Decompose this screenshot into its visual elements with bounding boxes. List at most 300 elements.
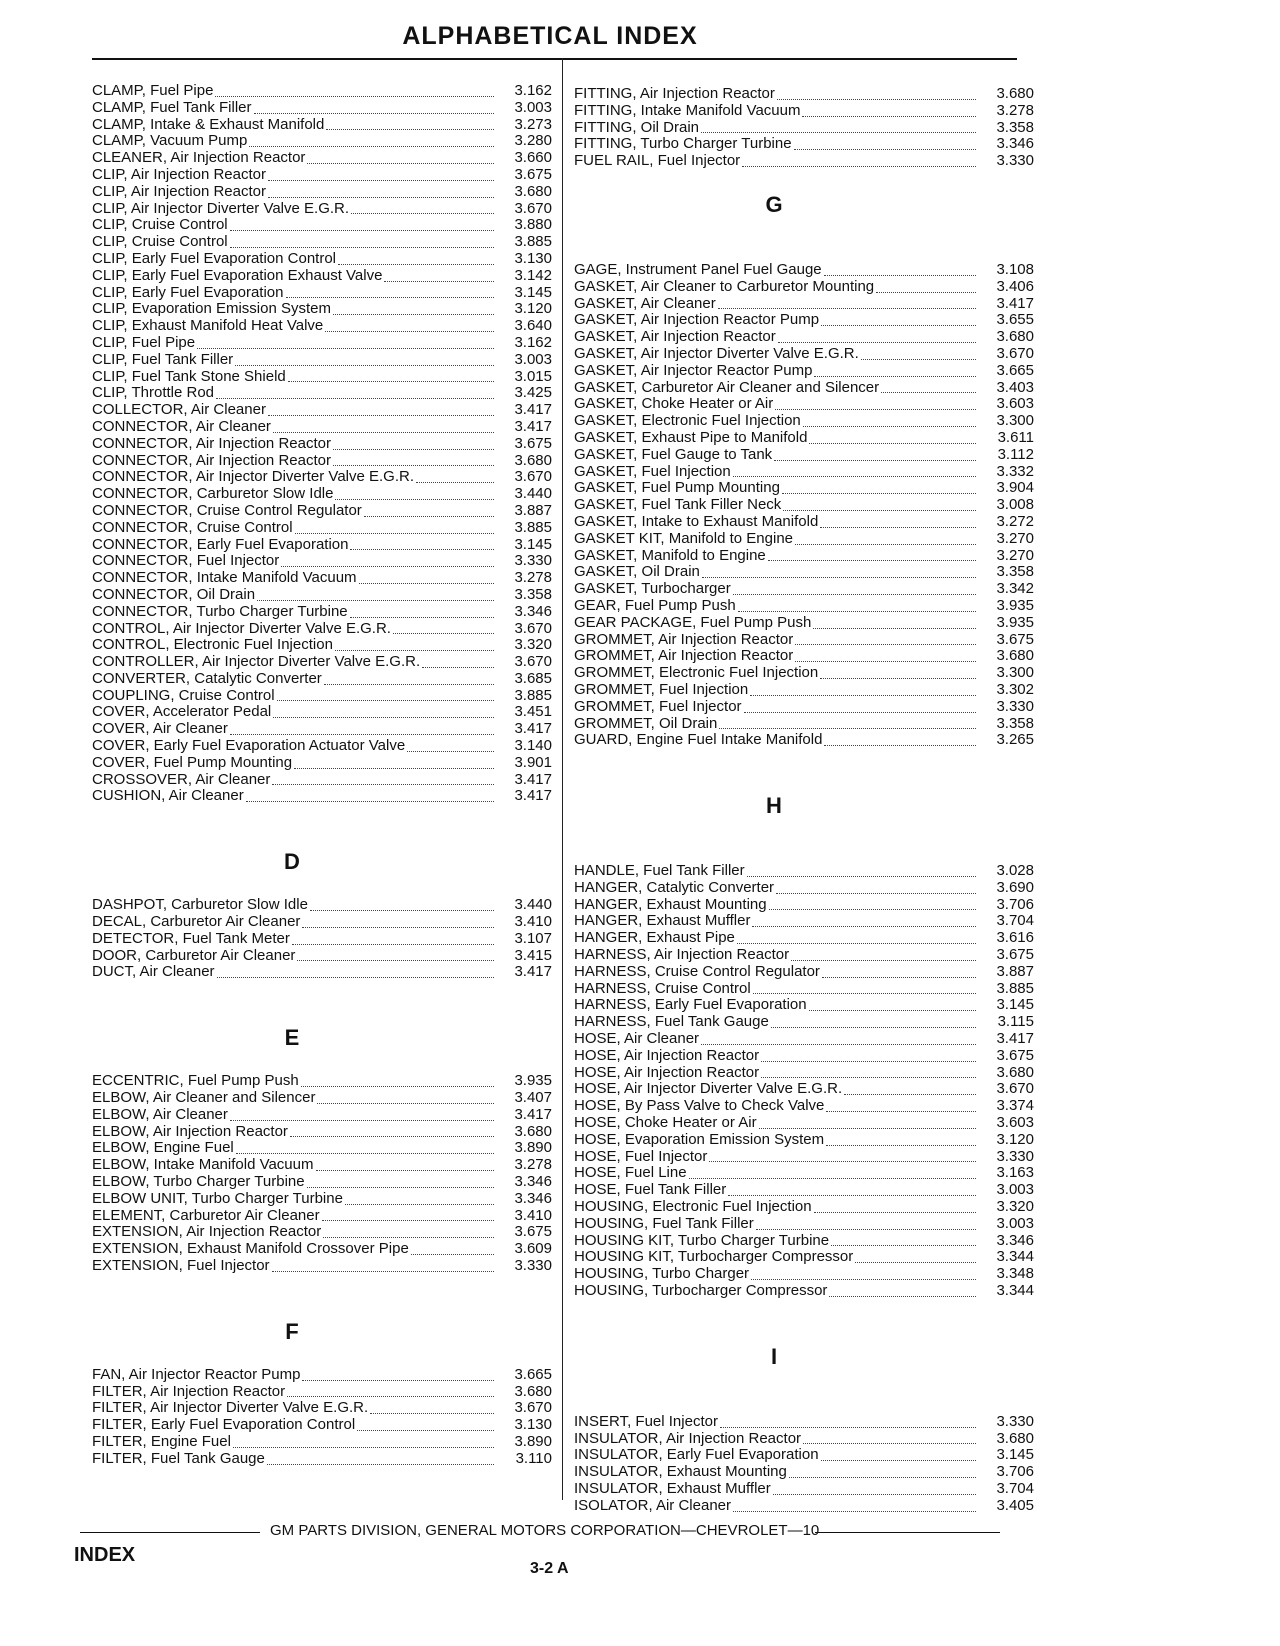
entry-label: CLIP, Throttle Rod [92,384,215,402]
index-entry [574,1098,1034,1115]
entry-label: GASKET, Air Injection Reactor [574,328,776,346]
index-entry [92,150,552,167]
entry-page: 3.115 [997,1013,1034,1031]
dot-leader [257,600,494,601]
dot-leader [822,977,976,978]
dot-leader [310,910,494,911]
entry-label: CONNECTOR, Cruise Control Regulator [92,501,362,519]
index-entry [92,503,552,520]
entry-page: 3.300 [996,412,1034,430]
dot-leader [720,1427,976,1428]
index-entry [92,537,552,554]
entry-page: 3.410 [514,913,552,931]
index-entry [92,1208,552,1225]
entry-label: CLIP, Early Fuel Evaporation Exhaust Valve [92,266,383,284]
entry-label: CLIP, Exhaust Manifold Heat Valve [92,317,324,335]
dot-leader [217,977,494,978]
entry-page: 3.680 [514,451,552,469]
entry-page: 3.330 [996,1147,1034,1165]
dot-leader [286,297,495,298]
index-entry [574,1283,1034,1300]
dot-leader [742,166,976,167]
entry-label: COLLECTOR, Air Cleaner [92,401,266,419]
section-letter: F [285,1318,299,1344]
dot-leader [350,617,494,618]
index-entry [574,480,1034,497]
index-entry [92,1241,552,1258]
entry-label: GASKET, Carburetor Air Cleaner and Silencer [574,378,880,396]
index-entry [92,755,552,772]
entry-page: 3.346 [514,1173,552,1191]
index-entry [574,880,1034,897]
index-entry [92,1224,552,1241]
dot-leader [701,132,976,133]
section-gap [574,1300,1034,1322]
entry-page: 3.680 [996,85,1034,102]
entry-page: 3.440 [514,896,552,914]
dot-leader [307,1187,494,1188]
entry-page: 3.332 [996,462,1034,480]
index-entry [92,1434,552,1451]
footer-section: INDEX [74,1544,136,1566]
entry-label: CLAMP, Vacuum Pump [92,132,248,150]
top-rule [92,58,1017,60]
entry-label: HOUSING KIT, Turbo Charger Turbine [574,1231,830,1249]
entry-page: 3.358 [996,714,1034,732]
index-entry [92,1174,552,1191]
index-entry [92,520,552,537]
index-entry [92,352,552,369]
entry-label: GASKET, Air Cleaner [574,294,716,312]
dot-leader [826,1111,976,1112]
dot-leader [791,960,976,961]
dot-leader [273,717,494,718]
index-entry [92,1384,552,1401]
index-entry [92,688,552,705]
dot-leader [364,516,494,517]
dot-leader [393,633,494,634]
index-entry [92,1417,552,1434]
entry-label: HOSE, Evaporation Emission System [574,1130,825,1148]
entry-page: 3.320 [996,1198,1034,1216]
entry-page: 3.670 [514,653,552,671]
entry-label: CLIP, Cruise Control [92,216,228,234]
entry-page: 3.887 [514,501,552,519]
index-entry [574,1031,1034,1048]
entry-page: 3.330 [514,552,552,570]
entry-page: 3.330 [996,697,1034,715]
dot-leader [323,1237,494,1238]
dot-leader [272,1271,494,1272]
entry-label: CLAMP, Fuel Tank Filler [92,98,252,116]
entry-label: FILTER, Air Injection Reactor [92,1382,286,1400]
index-entry [574,632,1034,649]
index-entry [92,251,552,268]
dot-leader [718,308,976,309]
entry-label: ELBOW, Intake Manifold Vacuum [92,1156,314,1174]
section-gap [92,805,552,827]
entry-page: 3.616 [996,929,1034,947]
index-entry [92,604,552,621]
entry-label: GASKET, Air Injection Reactor Pump [574,311,820,329]
dot-leader [794,149,976,150]
index-entry [574,120,1034,137]
entry-label: CLIP, Early Fuel Evaporation Control [92,249,337,267]
dot-leader [795,544,976,545]
section-gap [92,981,552,1003]
dot-leader [821,1460,976,1461]
entry-label: CONNECTOR, Intake Manifold Vacuum [92,569,357,587]
index-entry [92,83,552,100]
index-entry [92,318,552,335]
index-entry [92,201,552,218]
entry-page: 3.603 [996,395,1034,413]
entry-page: 3.273 [514,115,552,133]
entry-label: GASKET, Turbocharger [574,580,731,598]
dot-leader [809,443,976,444]
entry-label: HOSE, Choke Heater or Air [574,1114,757,1132]
section-gap [574,749,1034,771]
entry-label: CLAMP, Fuel Pipe [92,82,214,99]
index-entry [574,447,1034,464]
dot-leader [333,314,494,315]
dot-leader [287,1396,494,1397]
entry-page: 3.670 [514,199,552,217]
section-gap [574,240,1034,262]
entry-label: GROMMET, Air Injection Reactor [574,647,794,665]
dot-leader [702,577,976,578]
entry-label: GASKET, Air Cleaner to Carburetor Mounting [574,277,875,295]
index-entry [92,335,552,352]
entry-page: 3.704 [996,912,1034,930]
entry-label: GASKET, Choke Heater or Air [574,395,774,413]
entry-page: 3.112 [997,445,1034,463]
index-entry [574,1266,1034,1283]
dot-leader [803,1443,976,1444]
entry-page: 3.417 [996,294,1034,312]
dot-leader [752,926,976,927]
entry-label: CONNECTOR, Air Injection Reactor [92,451,331,469]
dot-leader [776,893,976,894]
entry-page: 3.302 [996,680,1034,698]
entry-page: 3.680 [996,647,1034,665]
dot-leader [370,1413,494,1414]
entry-page: 3.374 [996,1097,1034,1115]
index-entry [574,682,1034,699]
index-entry [574,346,1034,363]
index-entry [92,1400,552,1417]
dot-leader [325,331,494,332]
entry-label: CONTROL, Air Injector Diverter Valve E.G.R. [92,619,391,637]
entry-page: 3.935 [996,596,1034,614]
index-entry [92,671,552,688]
entry-label: COVER, Accelerator Pedal [92,703,272,721]
index-entry [92,587,552,604]
dot-leader [230,230,494,231]
page-title: ALPHABETICAL INDEX [402,22,698,50]
entry-label: GASKET, Fuel Gauge to Tank [574,445,773,463]
entry-page: 3.145 [514,283,552,301]
dot-leader [771,1027,976,1028]
index-entry [574,863,1034,880]
entry-label: DOOR, Carburetor Air Cleaner [92,946,296,964]
dot-leader [197,348,494,349]
entry-label: CONNECTOR, Carburetor Slow Idle [92,485,334,503]
index-entry [574,1165,1034,1182]
footer-division: GM PARTS DIVISION, GENERAL MOTORS CORPORATION—CHEVROLET—10 [270,1522,820,1539]
footer-rule-right [815,1532,1000,1533]
entry-page: 3.451 [514,703,552,721]
index-entry [574,1182,1034,1199]
index-entry [574,1447,1034,1464]
entry-label: CONTROLLER, Air Injector Diverter Valve E.G.R. [92,653,421,671]
dot-leader [814,376,976,377]
dot-leader [844,1094,976,1095]
entry-label: HOSE, Fuel Tank Filler [574,1181,727,1199]
entry-page: 3.162 [514,82,552,99]
dot-leader [333,449,494,450]
index-entry [92,788,552,805]
dot-leader [737,943,976,944]
index-entry [574,732,1034,749]
index-entry [574,1216,1034,1233]
entry-page: 3.675 [996,630,1034,648]
index-entry [92,704,552,721]
entry-label: GASKET, Fuel Injection [574,462,731,480]
entry-page: 3.609 [514,1240,552,1258]
entry-label: INSERT, Fuel Injector [574,1412,718,1430]
section-gap [92,1275,552,1297]
index-entry [574,262,1034,279]
entry-label: FITTING, Intake Manifold Vacuum [574,101,801,119]
entry-page: 3.410 [514,1206,552,1224]
entry-label: HARNESS, Cruise Control Regulator [574,962,820,980]
dot-leader [273,432,494,433]
dot-leader [803,426,976,427]
dot-leader [345,1204,494,1205]
footer-page-number: 3-2 A [530,1560,569,1577]
entry-label: FILTER, Early Fuel Evaporation Control [92,1416,356,1434]
entry-page: 3.417 [514,963,552,981]
dot-leader [316,1170,495,1171]
entry-page: 3.330 [996,152,1034,170]
dot-leader [774,460,976,461]
index-entry [92,1073,552,1090]
entry-page: 3.887 [996,962,1034,980]
index-entry [574,716,1034,733]
dot-leader [719,728,976,729]
entry-page: 3.120 [996,1130,1034,1148]
dot-leader [829,1296,976,1297]
entry-label: ELBOW, Engine Fuel [92,1139,234,1157]
dot-leader [294,768,494,769]
entry-page: 3.685 [514,669,552,687]
column-divider [562,58,563,1500]
entry-label: CONNECTOR, Oil Drain [92,585,256,603]
entry-label: HOUSING KIT, Turbocharger Compressor [574,1248,854,1266]
entry-page: 3.880 [514,216,552,234]
dot-leader [820,527,976,528]
dot-leader [301,1086,494,1087]
entry-label: INSULATOR, Early Fuel Evaporation [574,1446,819,1464]
index-entry [574,1233,1034,1250]
entry-page: 3.270 [996,546,1034,564]
dot-leader [761,1061,976,1062]
index-entry [574,930,1034,947]
index-entry [92,453,552,470]
entry-label: GASKET, Intake to Exhaust Manifold [574,512,819,530]
dot-leader [782,493,976,494]
entry-label: CUSHION, Air Cleaner [92,787,244,805]
entry-page: 3.675 [514,434,552,452]
entry-page: 3.405 [996,1496,1034,1514]
dot-leader [861,359,976,360]
entry-label: HOSE, By Pass Valve to Check Valve [574,1097,825,1115]
dot-leader [335,499,494,500]
entry-label: CLIP, Air Injection Reactor [92,165,266,183]
entry-label: CROSSOVER, Air Cleaner [92,770,271,788]
entry-page: 3.265 [996,731,1034,749]
entry-page: 3.417 [514,401,552,419]
entry-label: COVER, Fuel Pump Mounting [92,753,293,771]
entry-label: GASKET, Air Injector Diverter Valve E.G.R. [574,344,859,362]
entry-label: HANGER, Exhaust Muffler [574,912,751,930]
index-entry [574,1199,1034,1216]
index-entry [574,279,1034,296]
entry-page: 3.417 [514,720,552,738]
index-entry [574,296,1034,313]
index-entry [574,648,1034,665]
entry-page: 3.130 [514,249,552,267]
dot-leader [338,264,494,265]
entry-page: 3.935 [996,613,1034,631]
entry-label: DUCT, Air Cleaner [92,963,215,981]
dot-leader [236,1153,494,1154]
index-entry [574,136,1034,153]
dot-leader [254,113,494,114]
dot-leader [769,909,976,910]
entry-label: FILTER, Fuel Tank Gauge [92,1449,265,1467]
index-entry [574,913,1034,930]
entry-page: 3.890 [514,1139,552,1157]
dot-leader [733,476,976,477]
entry-label: DECAL, Carburetor Air Cleaner [92,913,301,931]
entry-page: 3.901 [514,753,552,771]
index-entry [574,665,1034,682]
dot-leader [709,1161,976,1162]
dot-leader [783,510,976,511]
index-entry [574,598,1034,615]
entry-label: CLAMP, Intake & Exhaust Manifold [92,115,325,133]
dot-leader [728,1195,976,1196]
entry-page: 3.003 [996,1181,1034,1199]
entry-page: 3.425 [514,384,552,402]
dot-leader [333,465,494,466]
dot-leader [268,197,494,198]
index-entry [574,396,1034,413]
dot-leader [249,146,494,147]
entry-page: 3.690 [996,878,1034,896]
entry-page: 3.278 [996,101,1034,119]
dot-leader [795,644,976,645]
entry-label: HANGER, Catalytic Converter [574,878,775,896]
index-entry [92,419,552,436]
dot-leader [831,1245,976,1246]
dot-leader [324,684,494,685]
dot-leader [235,365,494,366]
index-entry [574,1048,1034,1065]
entry-label: CONNECTOR, Air Injector Diverter Valve E.G.R. [92,468,415,486]
index-entry [574,514,1034,531]
entry-label: GASKET, Air Injector Reactor Pump [574,361,813,379]
entry-page: 3.344 [996,1248,1034,1266]
index-entry [574,964,1034,981]
entry-label: CONVERTER, Catalytic Converter [92,669,322,687]
entry-page: 3.680 [514,1382,552,1400]
index-entry [92,184,552,201]
dot-leader [281,566,494,567]
entry-label: CONTROL, Electronic Fuel Injection [92,636,333,654]
entry-page: 3.145 [996,996,1034,1014]
dot-leader [230,247,494,248]
entry-page: 3.670 [514,468,552,486]
index-entry [92,738,552,755]
entry-page: 3.162 [514,333,552,351]
index-entry [574,1081,1034,1098]
dot-leader [821,325,976,326]
index-entry [574,430,1034,447]
entry-label: ELBOW, Turbo Charger Turbine [92,1173,305,1191]
index-entry [574,1431,1034,1448]
section-gap [574,1392,1034,1414]
entry-page: 3.603 [996,1114,1034,1132]
entry-page: 3.145 [996,1446,1034,1464]
dot-leader [268,415,494,416]
index-entry [574,699,1034,716]
entry-page: 3.358 [996,563,1034,581]
index-entry [574,1065,1034,1082]
entry-label: FITTING, Oil Drain [574,118,700,136]
index-entry [92,721,552,738]
entry-page: 3.675 [514,165,552,183]
entry-label: EXTENSION, Fuel Injector [92,1257,270,1275]
index-entry [92,621,552,638]
dot-leader [881,392,976,393]
entry-label: CLIP, Fuel Tank Filler [92,350,234,368]
dot-leader [288,381,494,382]
entry-label: GROMMET, Electronic Fuel Injection [574,664,819,682]
entry-label: FAN, Air Injector Reactor Pump [92,1365,301,1383]
entry-label: ECCENTRIC, Fuel Pump Push [92,1072,299,1090]
entry-page: 3.890 [514,1433,552,1450]
entry-page: 3.342 [996,580,1034,598]
entry-page: 3.120 [514,300,552,318]
index-entry [92,1157,552,1174]
entry-label: GASKET, Fuel Tank Filler Neck [574,496,782,514]
index-entry [574,380,1034,397]
dot-leader [753,993,976,994]
dot-leader [809,1010,976,1011]
entry-label: CLIP, Early Fuel Evaporation [92,283,284,301]
index-entry [92,217,552,234]
entry-label: HOUSING, Fuel Tank Filler [574,1214,754,1232]
entry-page: 3.278 [514,1156,552,1174]
section-letter: E [284,1025,300,1051]
entry-label: GROMMET, Air Injection Reactor [574,630,794,648]
index-entry [574,86,1034,103]
entry-page: 3.344 [996,1282,1034,1300]
entry-label: FUEL RAIL, Fuel Injector [574,152,741,170]
